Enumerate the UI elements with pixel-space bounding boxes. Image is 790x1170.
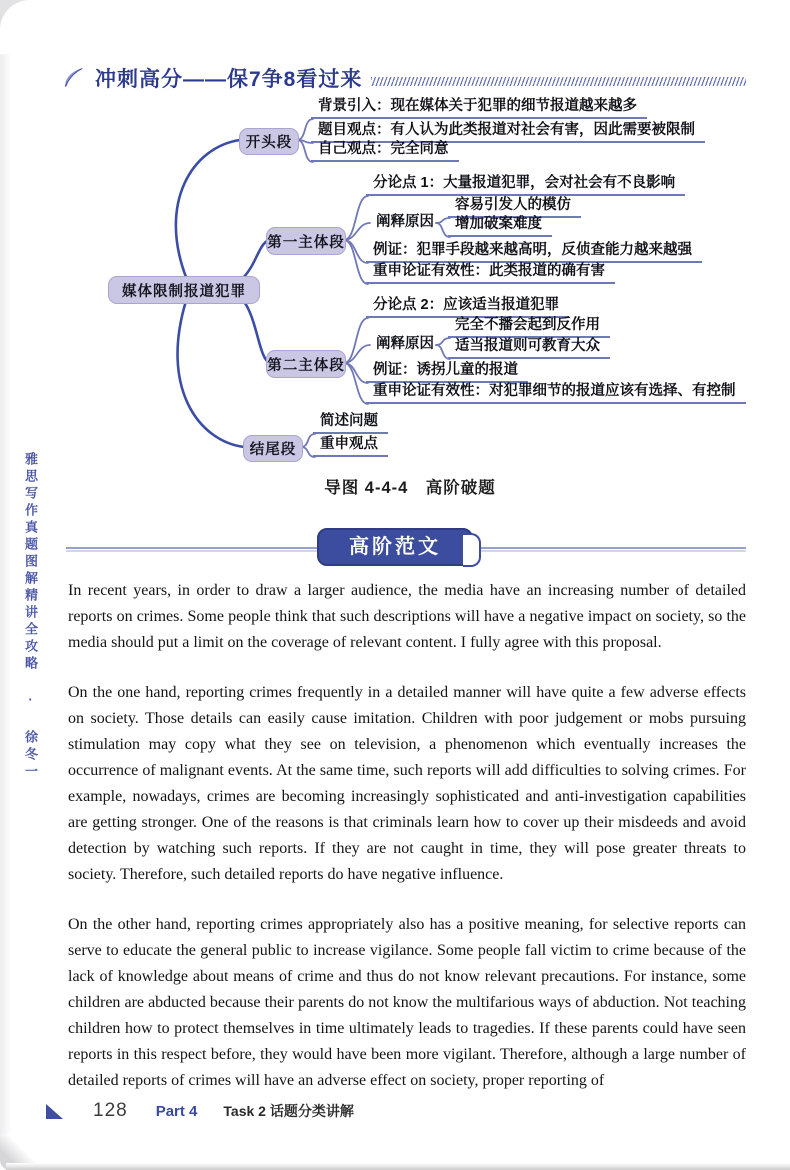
page-footer xyxy=(46,1100,354,1122)
mindmap-branch: 增加破案难度 xyxy=(448,214,552,237)
essay-paragraph: On the one hand, reporting crimes frequently in a detailed manner will have quite a few adverse effects on society. Those details can easily cause imitation. Children with poor judgement or mobs pursuing stimulation may copy what they see on television, a phenomenon which eventually increases the occurrence of malignant events. At the same time, such reports will add difficulties to solving crimes. For example, nowadays, crimes are becoming increasingly sophisticated and anti-investigation capabilities are getting stronger. One of the reasons is that criminals learn how to cover up their misdeeds and avoid detection by watching such reports. If they are not caught in time, they will pose greater threats to society. Therefore, such detailed reports do have negative influence. xyxy=(68,684,746,883)
essay-paragraph: In recent years, in order to draw a larger audience, the media have an increasing number of detailed reports on crimes. Some people think that such descriptions will have a negative impact on society, so the media should put a limit on the coverage of relevant content. I fully agree with this proposal. xyxy=(68,582,746,651)
mindmap-branch: 完全不播会起到反作用 xyxy=(448,315,610,338)
mindmap-branch: 背景引入：现在媒体关于犯罪的细节报道越来越多 xyxy=(311,96,647,119)
header-hatch-rule xyxy=(371,77,746,86)
mindmap-branch: 分论点 2：应该适当报道犯罪 xyxy=(366,295,569,318)
mindmap-branch: 适当报道则可教育大众 xyxy=(448,336,610,359)
mindmap-branch: 重申论证有效性：此类报道的确有害 xyxy=(366,261,615,284)
mindmap-branch: 分论点 1：大量报道犯罪，会对社会有不良影响 xyxy=(366,173,685,196)
mindmap-branch: 例证：犯罪手段越来越高明，反侦查能力越来越强 xyxy=(366,240,702,263)
banner-row xyxy=(0,528,790,572)
mindmap-reason-label: 阐释原因 xyxy=(376,214,434,230)
figure-caption: 导图 4-4-4 高阶破题 xyxy=(324,479,496,497)
section-header xyxy=(62,62,746,94)
mindmap-branch: 例证：诱拐儿童的报道 xyxy=(366,360,528,383)
mindmap-node-body1: 第一主体段 xyxy=(266,227,346,255)
mindmap-branch: 容易引发人的模仿 xyxy=(448,195,581,218)
mindmap-branch: 重申论证有效性：对犯罪细节的报道应该有选择、有控制 xyxy=(366,381,746,404)
mindmap-node-conclusion: 结尾段 xyxy=(243,435,303,462)
page-bottom-edge-shadow xyxy=(6,1163,790,1170)
mindmap-branch: 简述问题 xyxy=(313,411,388,434)
footer-section-label: Task 2 话题分类讲解 xyxy=(223,1103,354,1119)
mindmap-node-opening: 开头段 xyxy=(239,128,299,155)
page-corner-curl xyxy=(0,0,54,54)
book-title-sidebar: 雅思写作真题图解精讲全攻略 · 徐冬一 xyxy=(23,452,38,781)
footer-part-label: Part 4 xyxy=(155,1102,198,1120)
mindmap-diagram xyxy=(0,95,790,475)
section-banner: 高阶范文 xyxy=(317,528,473,566)
page-number: 128 xyxy=(93,1100,128,1121)
essay-paragraph: On the other hand, reporting crimes appropriately also has a positive meaning, for selective reports can serve to educate the general public to increase vigilance. Some people fall victim to crime because of the lack of knowledge about means of crime and thus do not know relevant precautions. For instance, some children are abducted because their parents do not know the multifarious ways of abduction. Not teaching children how to protect themselves in time ultimately leads to tragedies. If these parents could have seen reports in this respect before, they would have been more vigilant. Therefore, although a large number of detailed reports of crimes will have an adverse effect on society, proper reporting of xyxy=(68,916,746,1089)
feather-icon xyxy=(62,66,86,90)
mindmap-branch: 自己观点：完全同意 xyxy=(311,139,459,162)
essay-body xyxy=(68,578,746,1118)
header-title: 冲刺高分——保7争8看过来 xyxy=(95,68,363,91)
mindmap-root-node: 媒体限制报道犯罪 xyxy=(108,276,260,304)
footer-triangle-icon xyxy=(46,1104,63,1119)
mindmap-branch: 题目观点：有人认为此类报道对社会有害，因此需要被限制 xyxy=(311,120,705,143)
page-left-edge-shadow xyxy=(0,46,14,1156)
mindmap-node-body2: 第二主体段 xyxy=(266,350,346,378)
mindmap-branch: 重申观点 xyxy=(313,434,388,457)
mindmap-reason-label: 阐释原因 xyxy=(376,336,434,352)
